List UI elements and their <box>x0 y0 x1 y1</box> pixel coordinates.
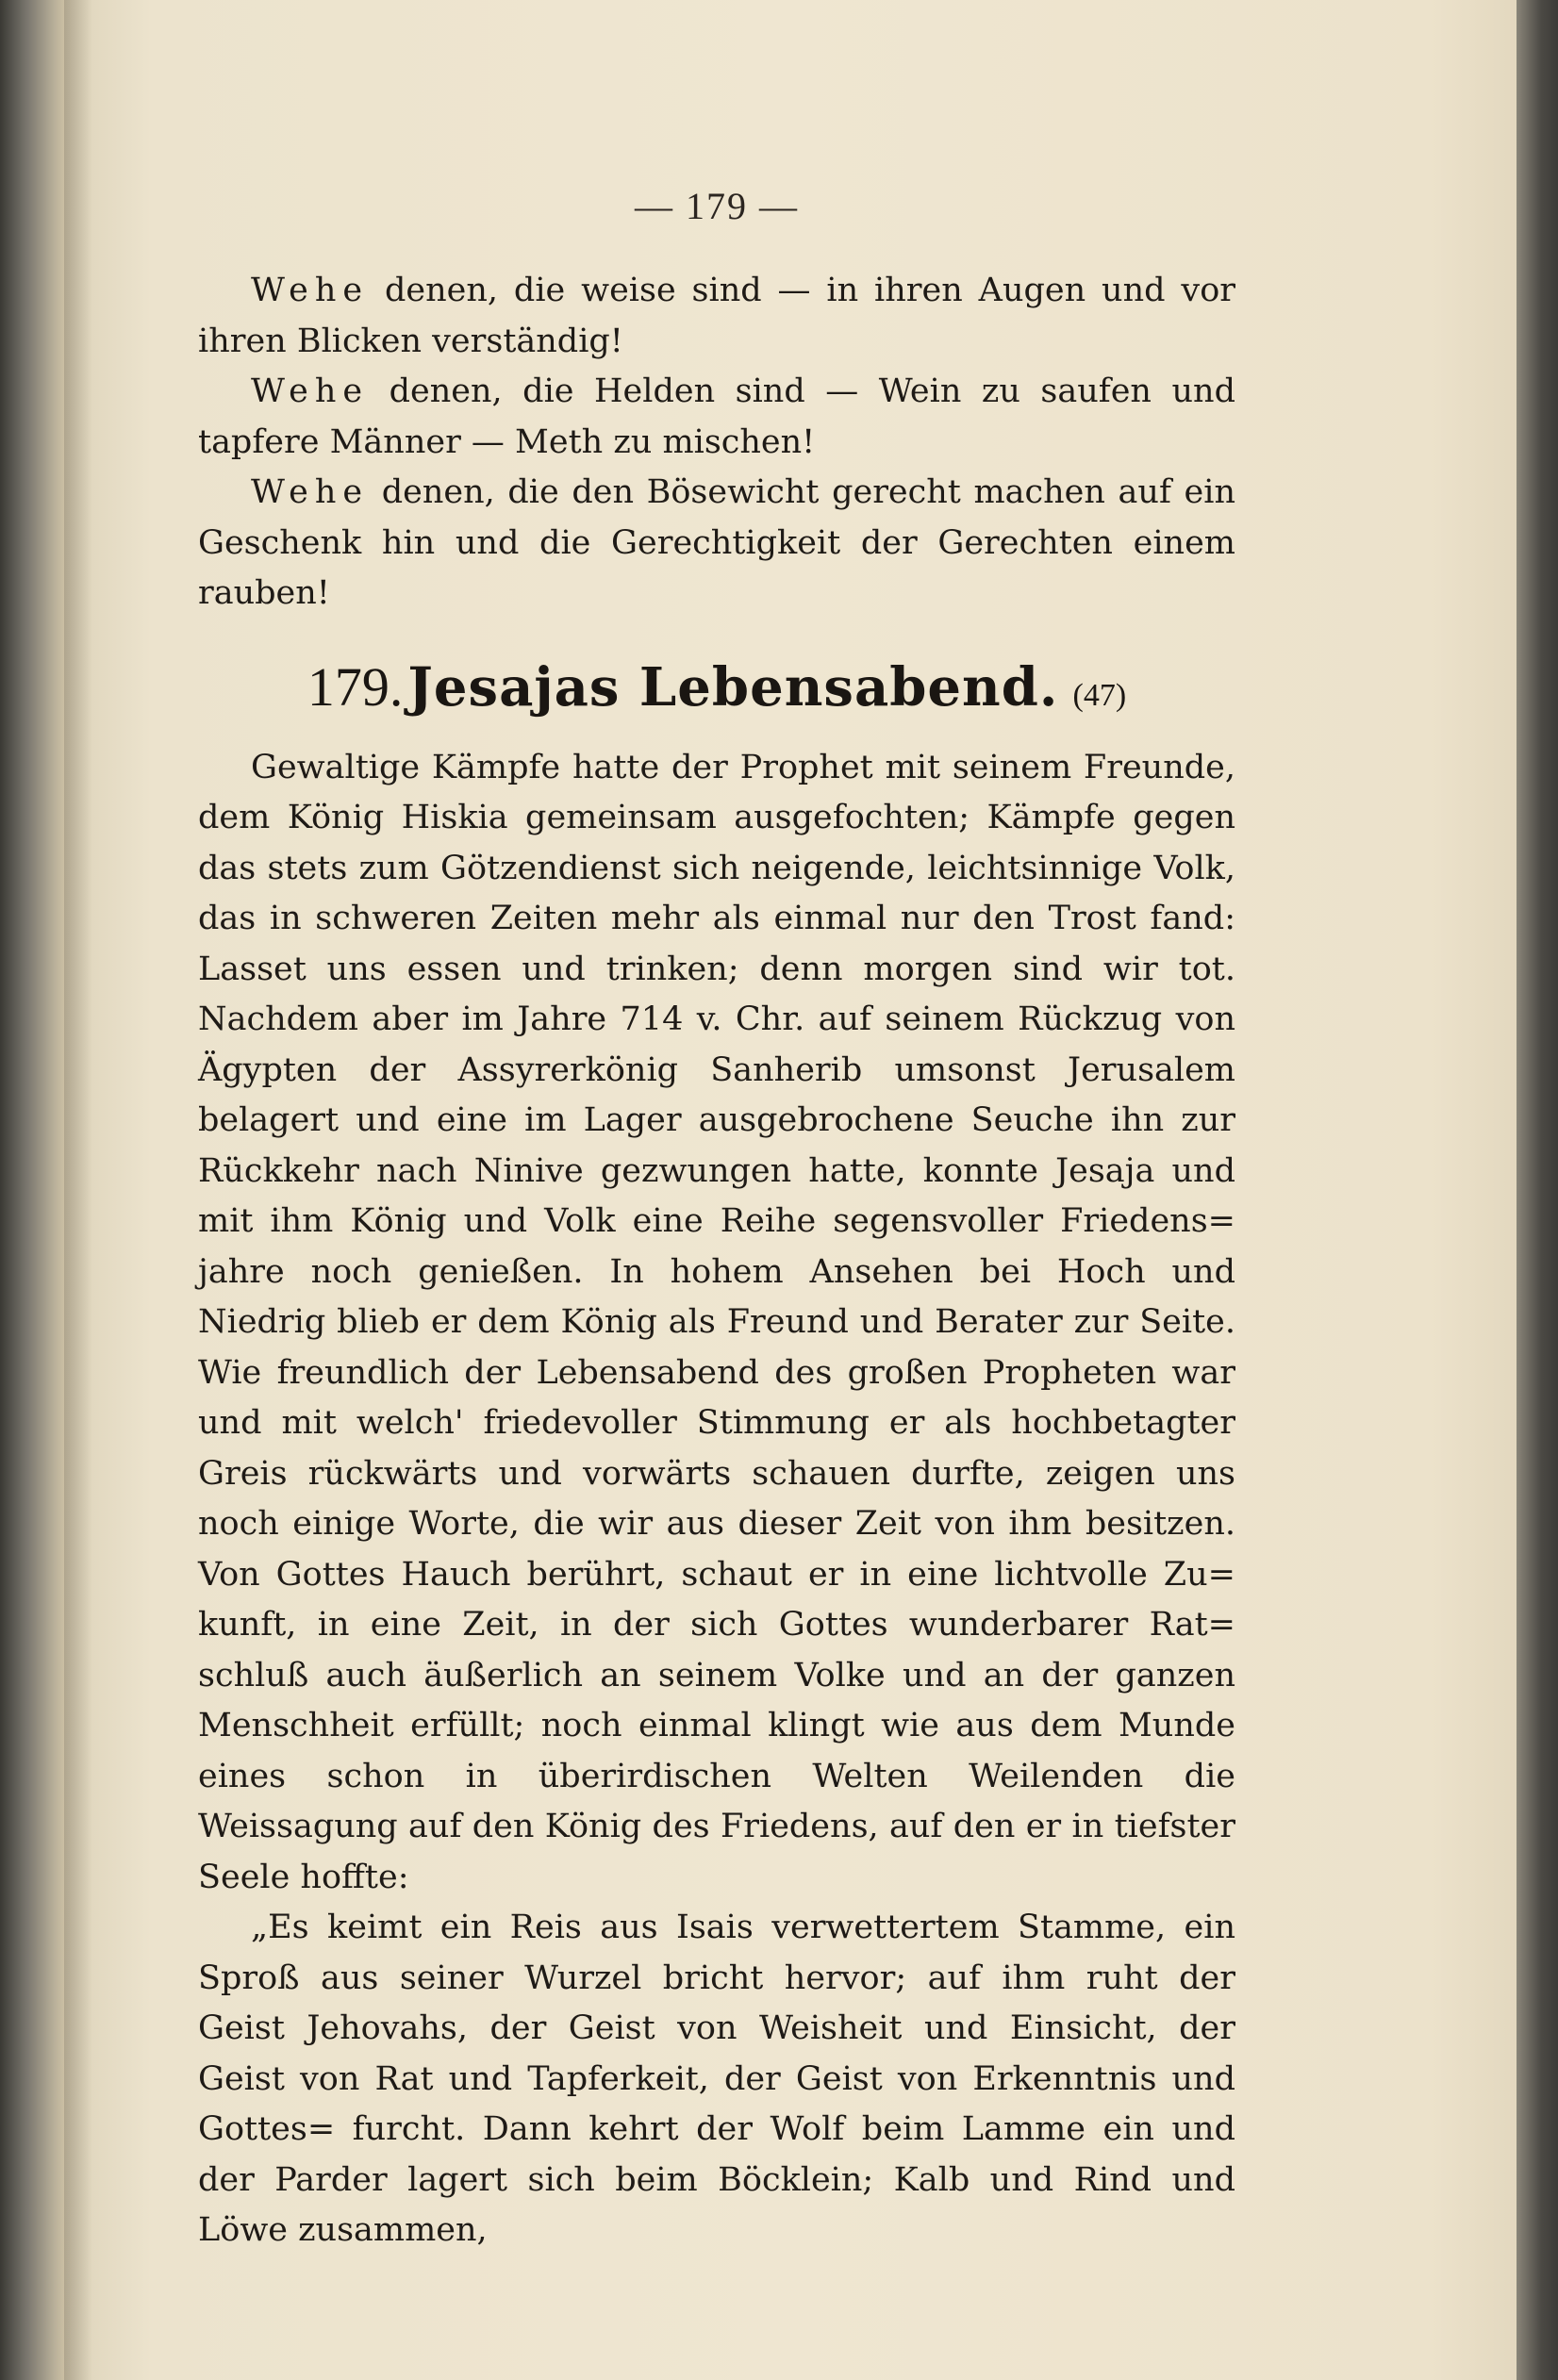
page-content <box>198 184 1235 2256</box>
body-paragraph-2: „Es keimt ein Reis aus Isais verwettertem Stamme, ein Sproß aus seiner Wurzel bricht hervor; auf ihm ruht der Geist Jehovahs, der Geist von Weisheit und Einsicht, der Geist von Rat und Tapferkeit, der Geist von Erkenntnis und Gottes= furcht. Dann kehrt der Wolf beim Lamme ein und der Parder lagert sich beim Böcklein; Kalb und Rind und Löwe zusammen, <box>198 1909 1235 2249</box>
woe-paragraph-3 <box>198 468 1235 620</box>
section-title: Jesajas Lebensabend. <box>407 655 1059 719</box>
body-paragraph-1: Gewaltige Kämpfe hatte der Prophet mit seinem Freunde, dem König Hiskia gemeinsam ausgefochten; Kämpfe gegen das stets zum Götzendienst sich neigende, leichtsinnige Volk, das in schweren Zeiten mehr als einmal nur den Trost fand: Lasset uns essen und trinken; denn morgen sind wir tot. Nachdem aber im Jahre 714 v. Chr. auf seinem Rückzug von Ägypten der Assyrerkönig Sanherib umsonst Jerusalem belagert und eine im Lager ausgebrochene Seuche ihn zur Rückkehr nach Ninive gezwungen hatte, konnte Jesaja und mit ihm König und Volk eine Reihe segensvoller Friedens= jahre noch genießen. In hohem Ansehen bei Hoch und Niedrig blieb er dem König als Freund und Berater zur Seite. Wie freundlich der Lebensabend des großen Propheten war und mit welch' friedevoller Stimmung er als hochbetagter Greis rückwärts und vorwärts schauen durfte, zeigen uns noch einige Worte, die wir aus dieser Zeit von ihm besitzen. Von Gottes Hauch berührt, schaut er in eine lichtvolle Zu= kunft, in eine Zeit, in der sich Gottes wunderbarer Rat= schluß auch äußerlich an seinem Volke und an der ganzen Menschheit erfüllt; noch einmal klingt wie aus dem Munde eines schon in überirdischen Welten Weilenden die Weissagung auf den König des Friedens, auf den er in tiefster Seele hoffte: <box>198 748 1235 1896</box>
paragraph-text: denen, die den Bösewicht gerecht machen auf ein Geschenk hin und die Gerechtigkeit der Gerechten einem rauben! <box>198 473 1235 612</box>
woe-paragraph-2 <box>198 367 1235 468</box>
emphasis-word: Wehe <box>251 372 370 410</box>
previous-page-edge <box>0 0 64 2380</box>
section-number: 179. <box>307 655 404 718</box>
woe-paragraph-1 <box>198 266 1235 367</box>
page-edge-right <box>1517 0 1558 2380</box>
paragraph-text: denen, die Helden sind — Wein zu saufen und tapfere Männer — Meth zu mischen! <box>198 372 1235 461</box>
paragraph-text: denen, die weise sind — in ihren Augen und vor ihren Blicken verständig! <box>198 272 1235 360</box>
section-reference: (47) <box>1072 677 1127 713</box>
emphasis-word: Wehe <box>251 473 370 511</box>
gutter-shadow <box>64 0 92 2380</box>
section-heading <box>198 655 1235 719</box>
emphasis-word: Wehe <box>251 272 370 309</box>
page-number: — 179 — <box>635 185 799 227</box>
